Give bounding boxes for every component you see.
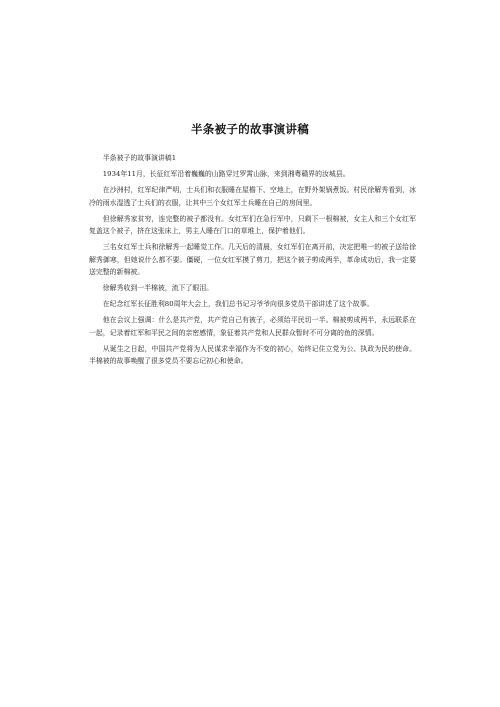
paragraph: 从诞生之日起，中国共产党将为人民谋求幸福作为不变的初心，始终记住立党为公、执政为民的使命。半棉被的故事唤醒了很多党员不要忘记初心和使命。 [89,344,416,366]
document-body [89,152,416,371]
paragraph: 三名女红军士兵和徐解秀一起睡觉工作。几天后的清晨，女红军们在离开前，决定把唯一的被子送给徐解秀御寒，但她说什么都不要。僵硬，一位女红军摸了剪刀，把这个被子剪成两半，革命成功后，我一定要送完整的新棉被。 [89,243,416,277]
paragraph: 但徐解秀家贫穷，连完整的被子都没有。女红军们在急行军中，只剩下一根棉被，女主人和三个女红军复盖这个被子，挤在这张床上，男主人睡在门口的草堆上，保护着他们。 [89,214,416,236]
paragraph: 他在会议上强调：什么是共产党，共产党自己有被子，必须给平民切一半。棉被剪成两半，永远联系在一起，记录着红军和平民之间的亲密感情，象征着共产党和人民群众暂时不可分离的鱼的深情。 [89,316,416,337]
document-title: 半条被子的故事演讲稿 [191,122,309,136]
paragraph: 徐解秀收到一半棉被，流下了眼泪。 [102,284,214,293]
document-subtitle: 半条被子的故事演讲稿1 [102,154,177,162]
paragraph: 在沙洲村，红军纪律严明，士兵们和衣服睡在屋檐下、空地上，在野外架锅煮饭。村民徐解秀看到，冰冷的雨水湿透了士兵们的衣服，让其中三个女红军士兵睡在自己的房间里。 [89,185,416,207]
paragraph: 1934年11月，长征红军沿着巍巍的山路穿过罗霄山脉，来到湘粤赣界的汝城县。 [102,169,350,178]
paragraph: 在纪念红军长征胜利80周年大会上，我们总书记习爷爷向很多党员干部讲述了这个故事。 [102,300,374,309]
